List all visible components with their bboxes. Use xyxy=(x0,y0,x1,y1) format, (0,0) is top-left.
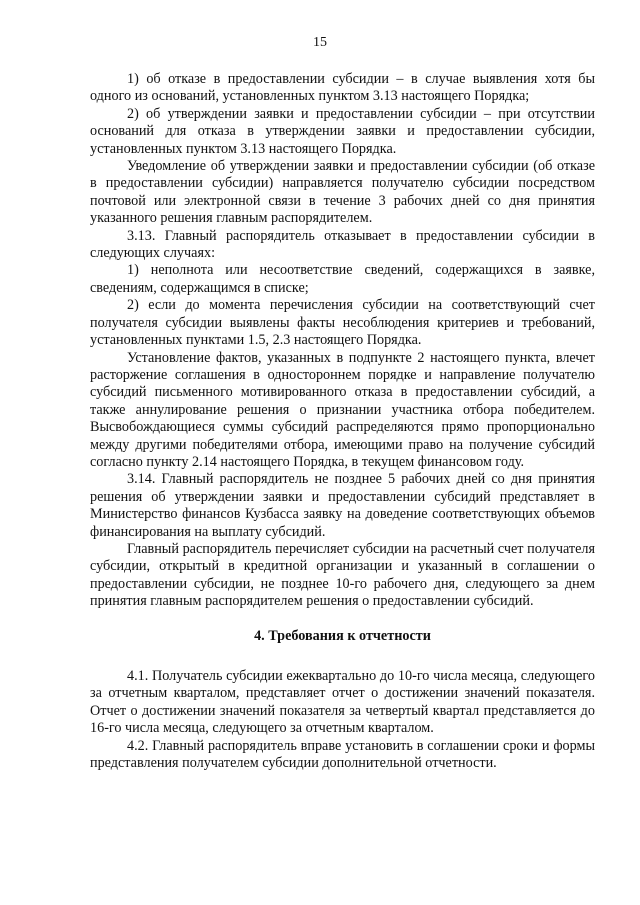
paragraph-4-1: 4.1. Получатель субсидии ежеквартально до 10-го числа месяца, следующего за отчетным кварталом, представляет отчет о достижении значений показателя. Отчет о достижении значений показателя за четвертый квартал представляется до 16-го числа месяца, следующего за отчетным кварталом. xyxy=(90,668,595,737)
section-heading-reporting: 4. Требования к отчетности xyxy=(254,627,431,644)
page-number: 15 xyxy=(313,35,327,50)
paragraph-agreement-termination: Установление фактов, указанных в подпункте 2 настоящего пункта, влечет расторжение соглашения в одностороннем порядке и направление получателю субсидий письменного мотивированного отказа в предоставлении субсидий, а также аннулирование решения о признании участника отбора победителем. Высвобождающиеся суммы субсидий распределяются прямо пропорционально между другими победителями отбора, имеющими право на получение субсидий согласно пункту 2.14 настоящего Порядка, в текущем финансовом году. xyxy=(90,349,595,470)
paragraph-incomplete-info: 1) неполнота или несоответствие сведений, содержащихся в заявке, сведениям, содержащимся в списке; xyxy=(90,262,595,296)
paragraph-notification: Уведомление об утверждении заявки и предоставлении субсидии (об отказе в предоставлении субсидии) направляется получателю субсидии посредством почтовой или электронной связи в течение 3 рабочих дней со дня принятия указанного решения главным распорядителем. xyxy=(90,158,595,227)
paragraph-4-2: 4.2. Главный распорядитель вправе установить в соглашении сроки и формы представления получателем субсидии дополнительной отчетности. xyxy=(90,737,595,772)
paragraph-violation-facts: 2) если до момента перечисления субсидии на соответствующий счет получателя субсидии выявлены факты несоблюдения критериев и требований, установленных пунктами 1.5, 2.3 настоящего Порядка. xyxy=(90,297,595,349)
paragraph-subsidy-transfer: Главный распорядитель перечисляет субсидии на расчетный счет получателя субсидии, открытый в кредитной организации и указанный в соглашении о предоставлении субсидии, не позднее 10-го рабочего дня, следующего за днем принятия главным распорядителем решения о предоставлении субсидий. xyxy=(90,540,595,610)
paragraph-approval-decision: 2) об утверждении заявки и предоставлении субсидии – при отсутствии оснований для отказа в утверждении заявки и предоставлении субсидии, установленных пунктом 3.13 настоящего Порядка. xyxy=(90,105,595,157)
paragraph-3-13: 3.13. Главный распорядитель отказывает в предоставлении субсидии в следующих случаях: xyxy=(90,227,595,262)
paragraph-refusal-decision: 1) об отказе в предоставлении субсидии – в случае выявления хотя бы одного из оснований, установленных пунктом 3.13 настоящего Порядка; xyxy=(90,71,595,105)
document-body xyxy=(90,71,595,772)
paragraph-3-14: 3.14. Главный распорядитель не позднее 5 рабочих дней со дня принятия решения об утверждении заявки и предоставлении субсидий представляет в Министерство финансов Кузбасса заявку на доведение соответствующих объемов финансирования на выплату субсидий. xyxy=(90,471,595,540)
